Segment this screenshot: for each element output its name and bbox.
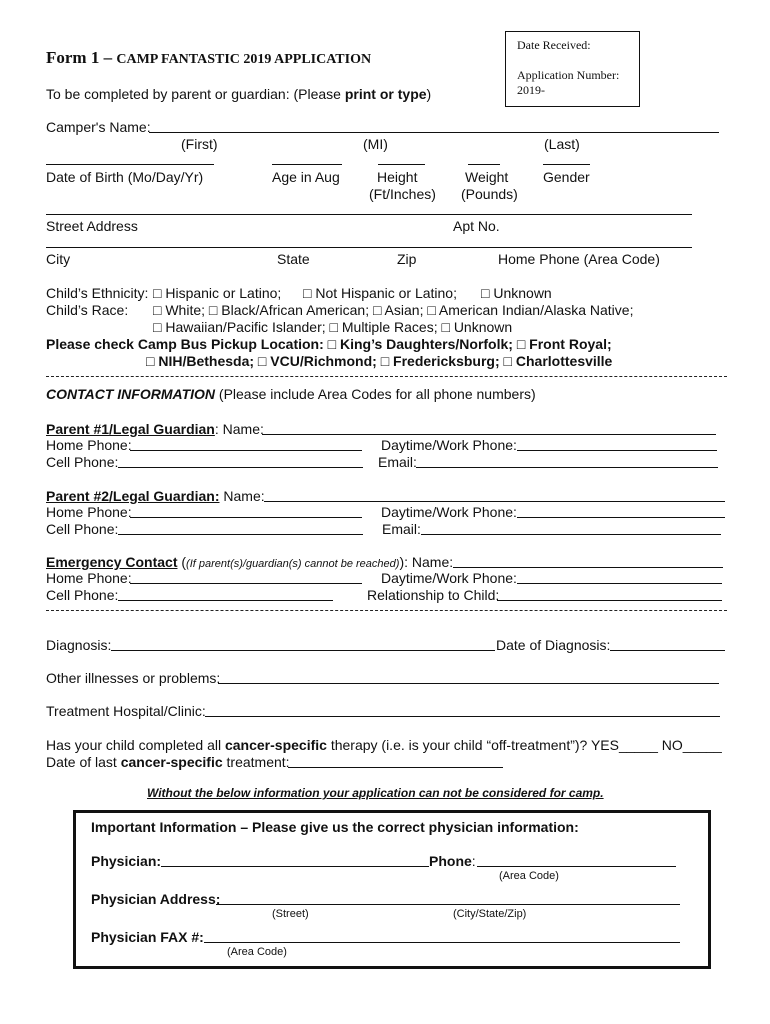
fax-area-code-caption: (Area Code) bbox=[227, 946, 287, 958]
parent1-day-phone-label: Daytime/Work Phone: bbox=[381, 437, 517, 453]
parent1-day-phone-field[interactable] bbox=[517, 450, 717, 451]
physician-phone-label: Phone: bbox=[429, 853, 476, 869]
bus-pickup-line1 bbox=[46, 336, 612, 352]
emergency-home-phone-field[interactable] bbox=[130, 583, 362, 584]
camper-name-field[interactable] bbox=[149, 132, 719, 133]
ethnicity-label: Child’s Ethnicity: bbox=[46, 285, 149, 301]
ethnicity-option-unknown[interactable]: □ Unknown bbox=[481, 285, 552, 301]
parent1-name-label: Name: bbox=[222, 421, 264, 437]
form-title bbox=[46, 48, 371, 68]
last-treatment-field[interactable] bbox=[288, 767, 503, 768]
first-name-caption: (First) bbox=[181, 136, 218, 152]
hospital-field[interactable] bbox=[205, 716, 720, 717]
home-phone-caption: Home Phone (Area Code) bbox=[498, 251, 660, 267]
race-label: Child’s Race: bbox=[46, 302, 129, 318]
treatment-question-post: therapy (i.e. is your child “off-treatment”)? YES_____ NO_____ bbox=[326, 737, 722, 753]
street-address-field[interactable] bbox=[46, 214, 692, 215]
parent1-label-rest: /Legal Guardian bbox=[109, 421, 215, 437]
emergency-name-label: Name: bbox=[411, 554, 454, 570]
emergency-cell-phone-field[interactable] bbox=[118, 600, 333, 601]
dob-caption: Date of Birth (Mo/Day/Yr) bbox=[46, 169, 204, 185]
contact-heading bbox=[46, 386, 536, 402]
height-field[interactable] bbox=[378, 164, 425, 165]
diagnosis-field[interactable] bbox=[111, 650, 495, 651]
height-unit-caption: (Ft/Inches) bbox=[369, 186, 436, 202]
last-treatment-pre: Date of last bbox=[46, 754, 121, 770]
parent1-home-phone-field[interactable] bbox=[130, 450, 362, 451]
other-illnesses-label: Other illnesses or problems: bbox=[46, 670, 221, 686]
dob-field[interactable] bbox=[46, 164, 214, 165]
instruction-text bbox=[46, 86, 431, 102]
treatment-question-pre: Has your child completed all bbox=[46, 737, 225, 753]
warning-text bbox=[147, 786, 604, 800]
phone-area-code-caption: (Area Code) bbox=[499, 870, 559, 882]
diagnosis-date-field[interactable] bbox=[610, 650, 725, 651]
parent2-email-field[interactable] bbox=[421, 534, 721, 535]
parent2-home-phone-field[interactable] bbox=[130, 517, 362, 518]
instruction-bold: print or type bbox=[344, 86, 427, 102]
application-number-label: Application Number: bbox=[517, 68, 620, 82]
parent2-name-field[interactable] bbox=[264, 501, 725, 502]
parent1-email-field[interactable] bbox=[416, 467, 718, 468]
emergency-day-phone-field[interactable] bbox=[517, 583, 722, 584]
parent2-day-phone-label: Daytime/Work Phone: bbox=[381, 504, 517, 520]
physician-address-field[interactable] bbox=[216, 904, 680, 905]
other-illnesses-field[interactable] bbox=[218, 683, 719, 684]
physician-fax-label: Physician FAX #: bbox=[91, 929, 204, 945]
emergency-name-row: Emergency Contact ((If parent(s)/guardian(s) cannot be reached)): Name: bbox=[46, 554, 454, 570]
parent2-name-label: Name: bbox=[223, 488, 265, 504]
last-treatment-bold: cancer-specific bbox=[120, 754, 223, 770]
physician-label: Physician: bbox=[91, 853, 162, 869]
treatment-question-bold: cancer-specific bbox=[224, 737, 327, 753]
weight-unit-caption: (Pounds) bbox=[461, 186, 518, 202]
instruction-pre: To be completed by parent or guardian: (Please bbox=[46, 86, 345, 102]
contact-heading-text: CONTACT INFORMATION bbox=[46, 386, 216, 402]
relationship-field[interactable] bbox=[497, 600, 722, 601]
physician-heading: Important Information – Please give us the correct physician information: bbox=[91, 819, 579, 835]
emergency-day-phone-label: Daytime/Work Phone: bbox=[381, 570, 517, 586]
ethnicity-option-not-hispanic[interactable]: □ Not Hispanic or Latino; bbox=[303, 285, 457, 301]
state-caption: State bbox=[277, 251, 310, 267]
diagnosis-label: Diagnosis: bbox=[46, 637, 112, 653]
parent2-cell-phone-field[interactable] bbox=[118, 534, 363, 535]
zip-caption: Zip bbox=[397, 251, 417, 267]
treatment-question[interactable] bbox=[46, 737, 722, 753]
parent2-name-row bbox=[46, 488, 265, 504]
emergency-note: (If parent(s)/guardian(s) cannot be reached) bbox=[186, 558, 400, 570]
parent2-email-label: Email: bbox=[382, 521, 421, 537]
section-divider-1 bbox=[46, 376, 727, 377]
form-title-text: CAMP FANTASTIC 2019 APPLICATION bbox=[116, 52, 372, 67]
camper-name-label: Camper's Name: bbox=[46, 119, 151, 135]
parent1-email-label: Email: bbox=[378, 454, 417, 470]
parent1-home-phone-label: Home Phone: bbox=[46, 437, 132, 453]
parent1-label: Parent #1 bbox=[46, 421, 110, 437]
weight-caption: Weight bbox=[465, 169, 509, 185]
weight-field[interactable] bbox=[468, 164, 500, 165]
apt-caption: Apt No. bbox=[453, 218, 500, 234]
emergency-cell-phone-label: Cell Phone: bbox=[46, 587, 119, 603]
parent2-home-phone-label: Home Phone: bbox=[46, 504, 132, 520]
parent1-name-field[interactable] bbox=[262, 434, 716, 435]
race-options-line2[interactable]: □ Hawaiian/Pacific Islander; □ Multiple Races; □ Unknown bbox=[153, 319, 513, 335]
ethnicity-option-hispanic[interactable]: □ Hispanic or Latino; bbox=[153, 285, 282, 301]
parent1-name-row: Parent #1/Legal Guardian : Name: bbox=[46, 421, 264, 437]
parent2-day-phone-field[interactable] bbox=[517, 517, 725, 518]
last-name-caption: (Last) bbox=[544, 136, 580, 152]
contact-heading-note: (Please include Area Codes for all phone numbers) bbox=[215, 386, 536, 402]
diagnosis-date-label: Date of Diagnosis: bbox=[496, 637, 611, 653]
age-caption: Age in Aug bbox=[272, 169, 340, 185]
street-address-caption: Street Address bbox=[46, 218, 138, 234]
date-received-label: Date Received: bbox=[517, 38, 591, 52]
hospital-label: Treatment Hospital/Clinic: bbox=[46, 703, 206, 719]
height-caption: Height bbox=[377, 169, 418, 185]
relationship-label: Relationship to Child: bbox=[367, 587, 500, 603]
parent2-label: Parent #2/Legal Guardian: bbox=[46, 488, 220, 504]
physician-fax-field[interactable] bbox=[204, 942, 680, 943]
last-treatment-post: treatment: bbox=[222, 754, 290, 770]
parent2-cell-phone-label: Cell Phone: bbox=[46, 521, 119, 537]
race-options-line1[interactable]: □ White; □ Black/African American; □ Asian; □ American Indian/Alaska Native; bbox=[153, 302, 634, 318]
application-number-prefix: 2019- bbox=[517, 83, 545, 97]
emergency-label: Emergency Contact bbox=[46, 554, 178, 570]
emergency-name-field[interactable] bbox=[453, 567, 723, 568]
gender-caption: Gender bbox=[543, 169, 590, 185]
bus-pickup-label: Please check Camp Bus Pickup Location bbox=[46, 336, 320, 352]
physician-phone-field[interactable] bbox=[477, 866, 676, 867]
warning-text-span: Without the below information your application can not be considered for camp. bbox=[147, 786, 604, 800]
parent1-cell-phone-label: Cell Phone: bbox=[46, 454, 119, 470]
bus-pickup-options2[interactable]: □ NIH/Bethesda; □ VCU/Richmond; □ Fredericksburg; □ Charlottesville bbox=[146, 353, 613, 369]
emergency-home-phone-label: Home Phone: bbox=[46, 570, 132, 586]
age-field[interactable] bbox=[272, 164, 342, 165]
bus-pickup-options1[interactable]: : □ King’s Daughters/Norfolk; □ Front Royal; bbox=[319, 336, 612, 352]
city-caption: City bbox=[46, 251, 71, 267]
gender-field[interactable] bbox=[543, 164, 590, 165]
physician-phone-label-text: Phone bbox=[429, 853, 472, 869]
city-state-zip-caption: (City/State/Zip) bbox=[453, 908, 527, 920]
section-divider-2 bbox=[46, 610, 727, 611]
middle-initial-caption: (MI) bbox=[363, 136, 388, 152]
physician-name-field[interactable] bbox=[161, 866, 429, 867]
form-title-prefix: Form 1 – bbox=[46, 48, 117, 67]
parent1-cell-phone-field[interactable] bbox=[118, 467, 363, 468]
physician-address-label: Physician Address: bbox=[91, 891, 221, 907]
street-caption: (Street) bbox=[272, 908, 309, 920]
instruction-post: ) bbox=[426, 86, 432, 102]
city-state-zip-field[interactable] bbox=[46, 247, 692, 248]
last-treatment-row bbox=[46, 754, 290, 770]
